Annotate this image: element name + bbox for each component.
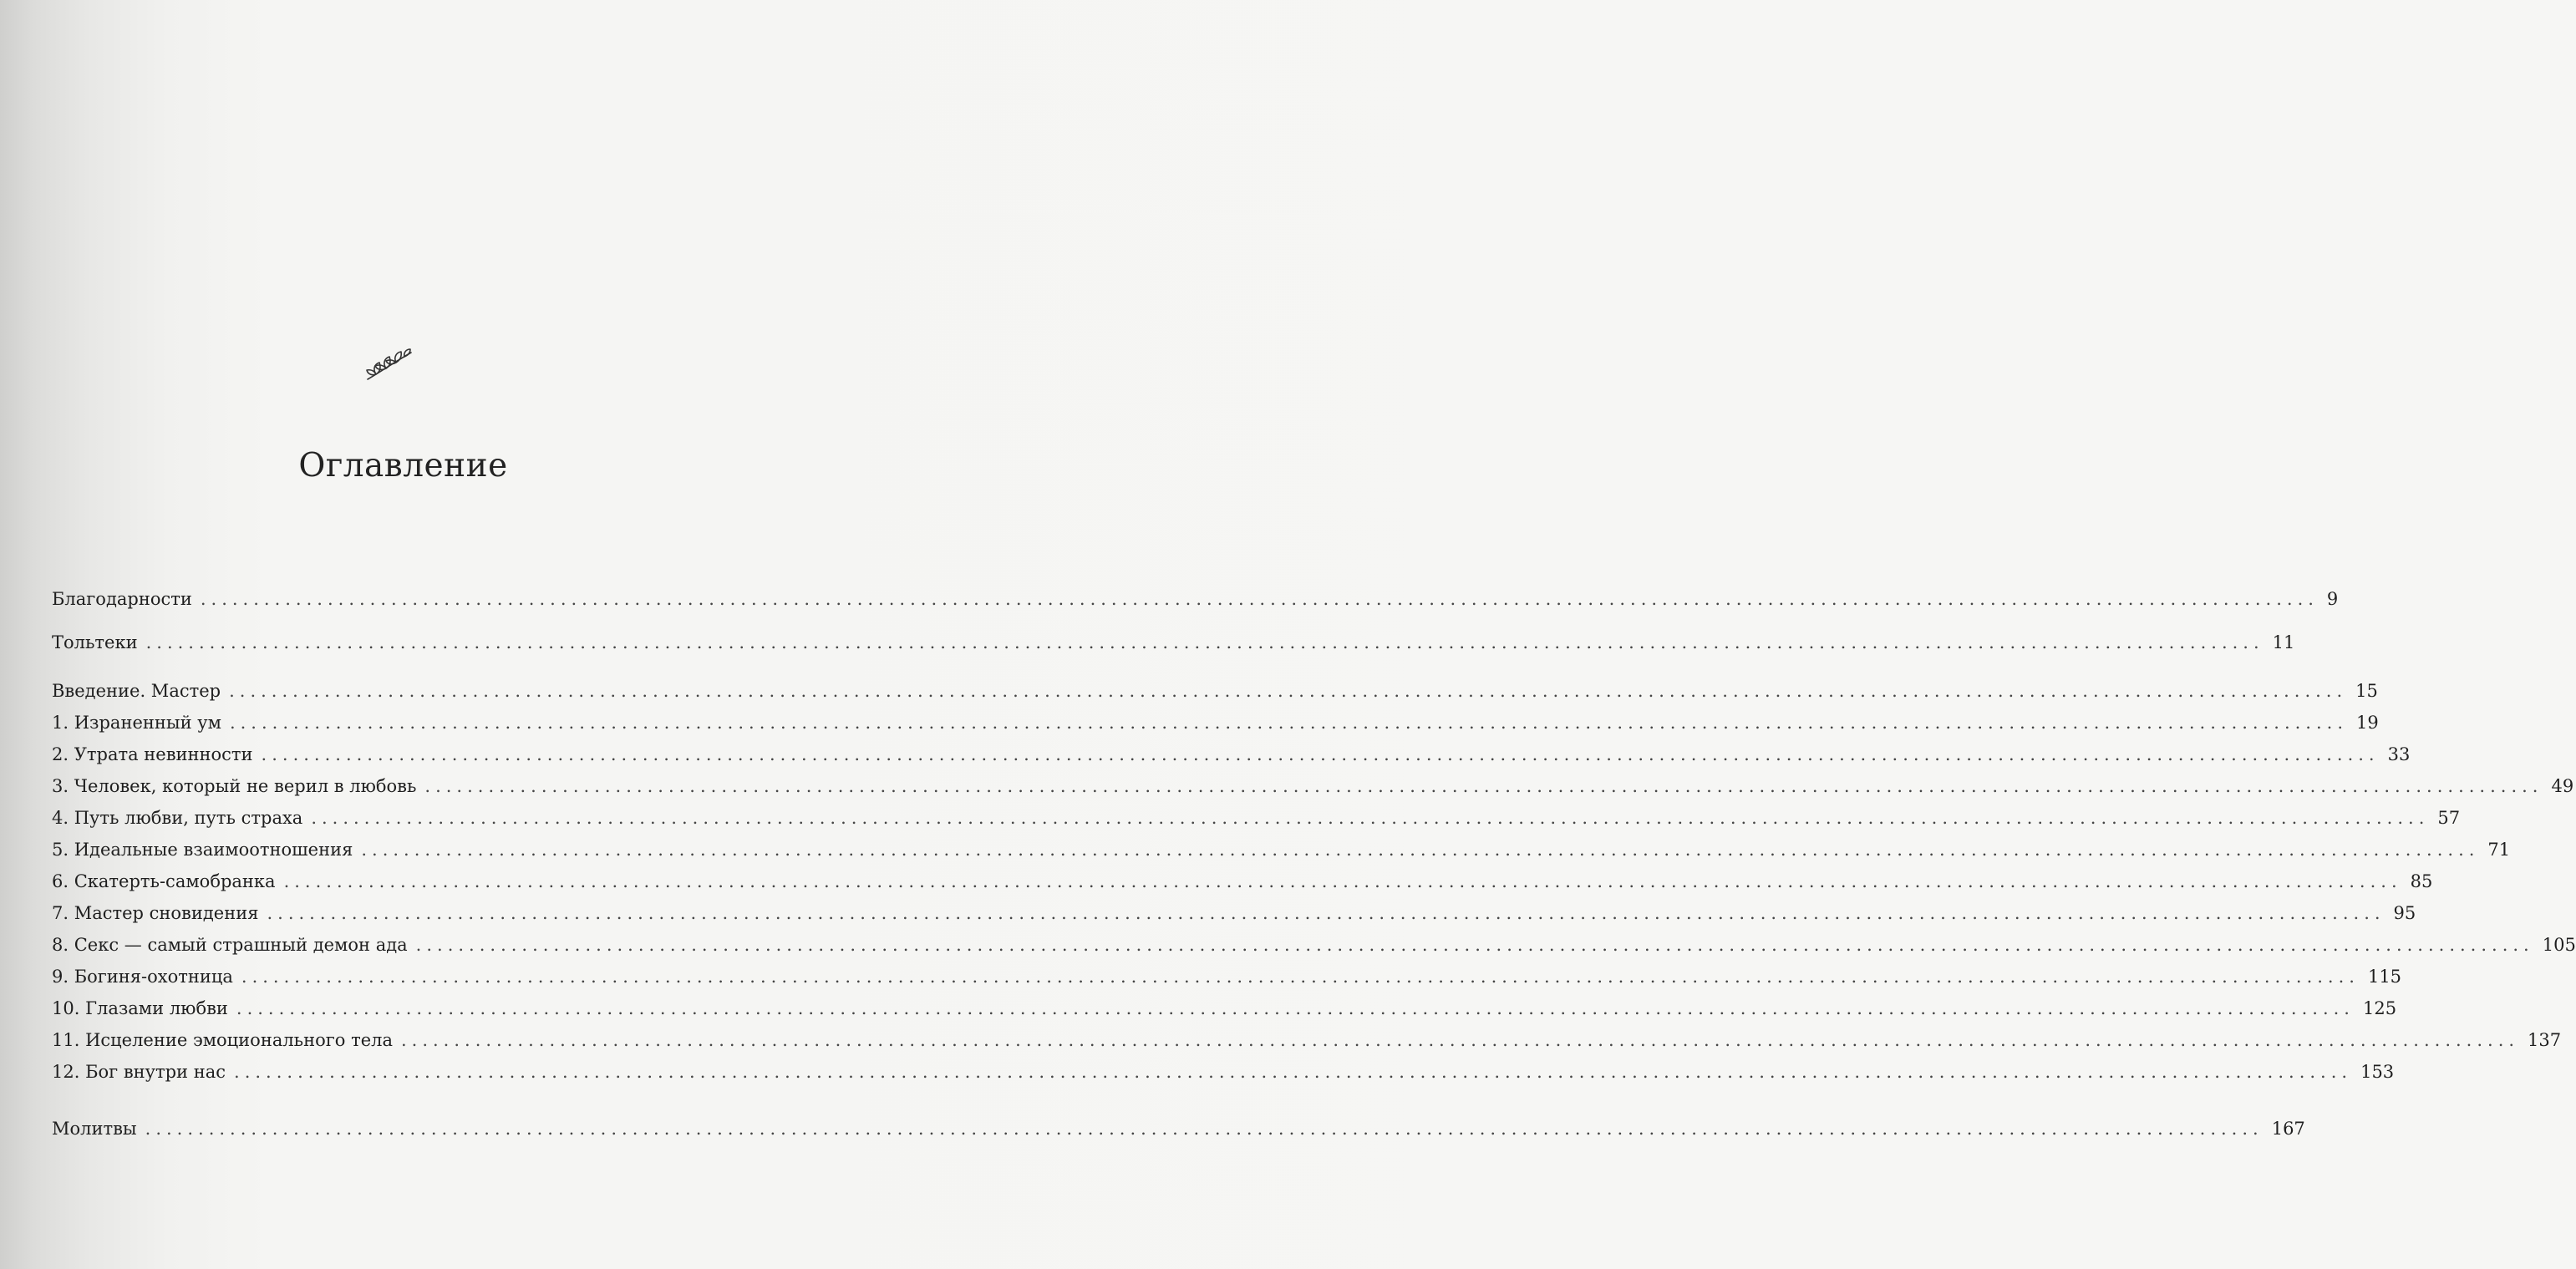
toc-entry-title: 3. Человек, который не верил в любовь	[52, 776, 417, 796]
toc-page-number: 15	[2355, 681, 2378, 701]
toc-entry	[52, 840, 2511, 866]
toc-dot-leader: ........................................................................................................................................................................................................	[311, 808, 2430, 828]
toc-dot-leader: ........................................................................................................................................................................................................	[415, 935, 2534, 955]
toc-entry-title: 10. Глазами любви	[52, 998, 228, 1018]
toc-dot-leader: ........................................................................................................................................................................................................	[283, 871, 2402, 891]
toc-entry-title: 6. Скатерть-самобранка	[52, 871, 276, 891]
toc-entry	[52, 998, 2397, 1025]
toc-page-number: 115	[2367, 967, 2402, 987]
toc-entry-title: Тольтеки	[52, 632, 138, 652]
toc-entry-title: 2. Утрата невинности	[52, 744, 253, 764]
toc-entry	[52, 1030, 2562, 1057]
toc-page-number: 11	[2272, 632, 2295, 652]
toc-page-number: 95	[2393, 903, 2416, 923]
page-title: Оглавление	[298, 447, 508, 485]
toc-entry	[52, 935, 2576, 962]
toc-entry	[52, 681, 2378, 708]
toc-entry-title: 11. Исцеление эмоционального тела	[52, 1030, 393, 1050]
toc-entry	[52, 1062, 2395, 1089]
toc-entry-title: 1. Израненный ум	[52, 713, 221, 733]
toc-entry	[52, 744, 2411, 771]
toc-page-number: 125	[2362, 998, 2397, 1018]
toc-entry	[52, 1119, 2305, 1145]
toc-page-number: 33	[2387, 744, 2411, 764]
leaf-sprig-icon	[364, 348, 414, 384]
toc-entry-title: Благодарности	[52, 589, 192, 609]
toc-dot-leader: ........................................................................................................................................................................................................	[361, 840, 2480, 860]
toc-dot-leader: ........................................................................................................................................................................................................	[200, 589, 2319, 609]
toc-page-number: 49	[2551, 776, 2574, 796]
toc-dot-leader: ........................................................................................................................................................................................................	[424, 776, 2543, 796]
toc-dot-leader: ........................................................................................................................................................................................................	[241, 967, 2360, 987]
toc-dot-leader: ........................................................................................................................................................................................................	[229, 681, 2348, 701]
toc-entry-title: 7. Мастер сновидения	[52, 903, 259, 923]
toc-entry	[52, 589, 2339, 616]
toc-entry-title: 12. Бог внутри нас	[52, 1062, 226, 1082]
toc-page-number: 85	[2410, 871, 2433, 891]
toc-page-number: 137	[2528, 1030, 2562, 1050]
toc-dot-leader: ........................................................................................................................................................................................................	[267, 903, 2385, 923]
toc-dot-leader: ........................................................................................................................................................................................................	[234, 1062, 2353, 1082]
toc-entry-title: 4. Путь любви, путь страха	[52, 808, 303, 828]
toc-page-number: 19	[2356, 713, 2379, 733]
toc-dot-leader: ........................................................................................................................................................................................................	[145, 1119, 2264, 1139]
toc-entry-title: 5. Идеальные взаимоотношения	[52, 840, 353, 860]
toc-entry	[52, 903, 2416, 930]
toc-entry-title: 9. Богиня-охотница	[52, 967, 233, 987]
toc-page-number: 57	[2437, 808, 2461, 828]
toc-entry	[52, 776, 2574, 803]
toc-page-number: 71	[2487, 840, 2511, 860]
toc-entry	[52, 713, 2379, 739]
toc-dot-leader: ........................................................................................................................................................................................................	[261, 744, 2380, 764]
toc-dot-leader: ........................................................................................................................................................................................................	[229, 713, 2348, 733]
toc-page-number: 167	[2271, 1119, 2305, 1139]
toc-entry	[52, 967, 2402, 993]
toc-dot-leader: ........................................................................................................................................................................................................	[145, 632, 2264, 652]
toc-page-number: 105	[2542, 935, 2576, 955]
toc-dot-leader: ........................................................................................................................................................................................................	[400, 1030, 2520, 1050]
toc-entry-title: 8. Секс — самый страшный демон ада	[52, 935, 408, 955]
toc-entry	[52, 632, 2295, 659]
toc-entry	[52, 871, 2433, 898]
toc-page-number: 153	[2360, 1062, 2395, 1082]
toc-entry-title: Введение. Мастер	[52, 681, 221, 701]
toc-entry-title: Молитвы	[52, 1119, 137, 1139]
toc-entry	[52, 808, 2461, 835]
toc-dot-leader: ........................................................................................................................................................................................................	[236, 998, 2355, 1018]
toc-page-number: 9	[2326, 589, 2339, 609]
